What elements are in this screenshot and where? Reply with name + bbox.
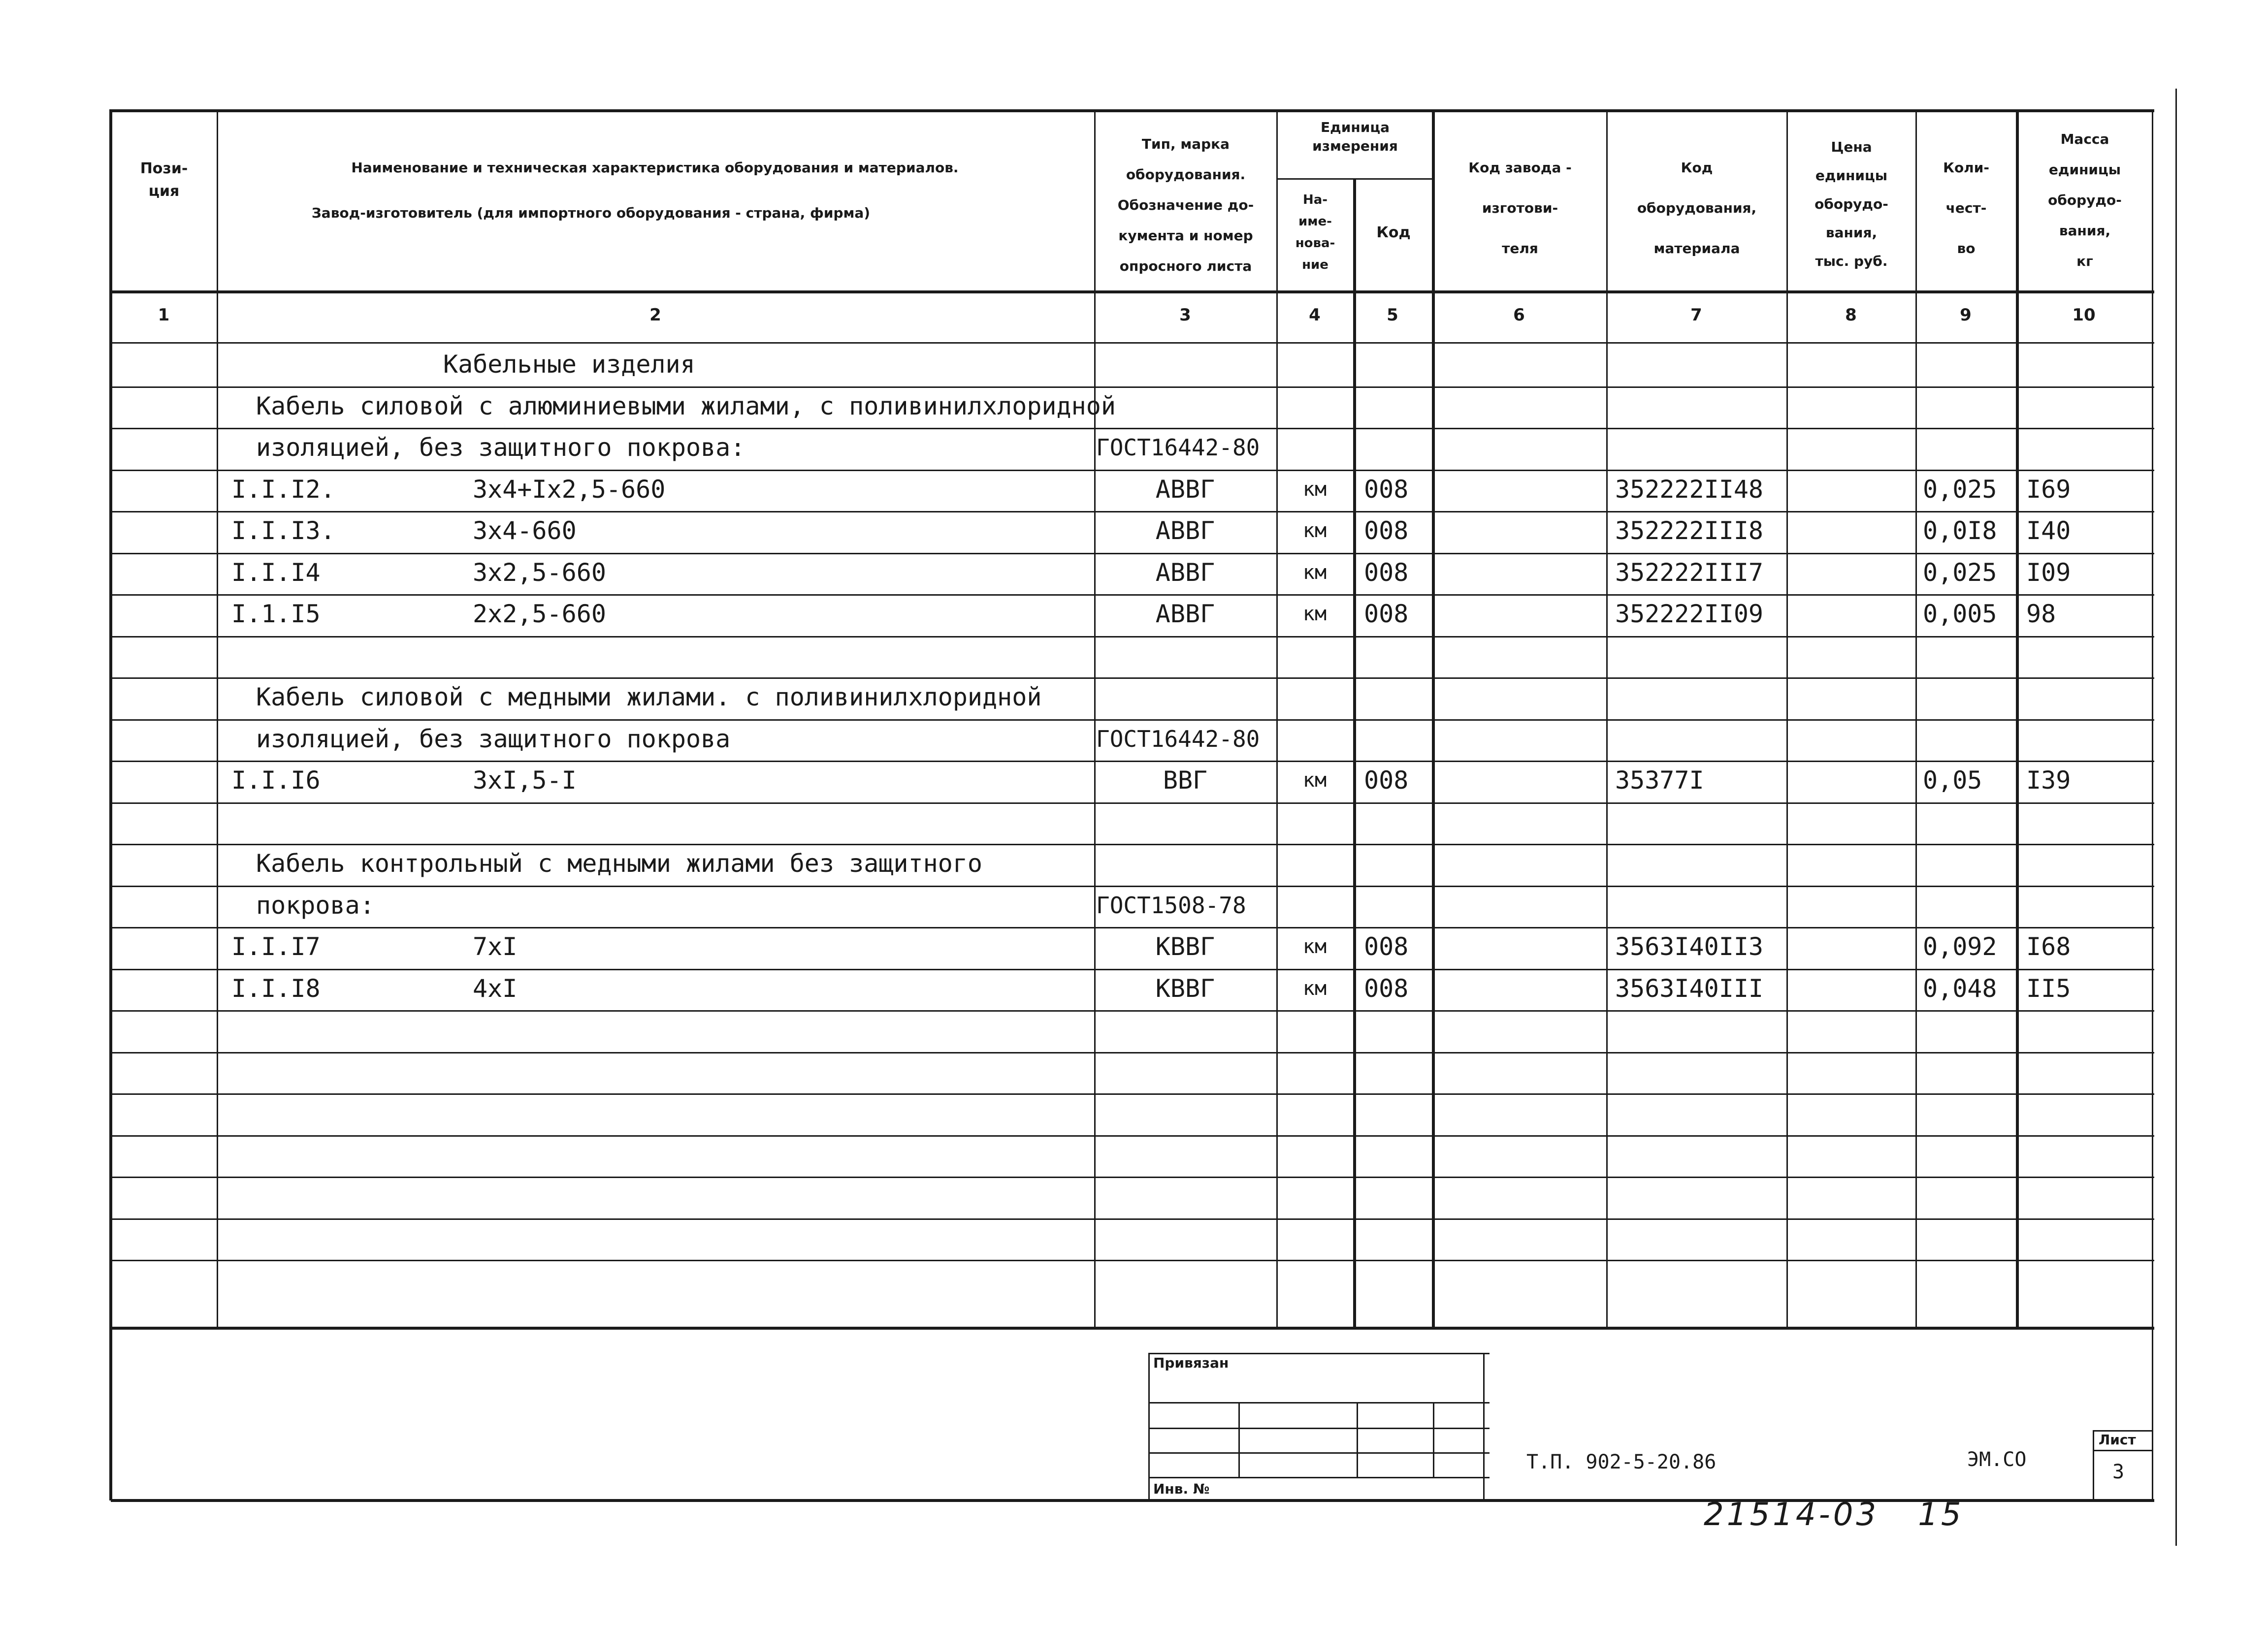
cell-name: изоляцией, без защитного покрова: xyxy=(256,433,745,462)
row-separator xyxy=(111,1260,2154,1261)
column-number: 10 xyxy=(2072,305,2096,325)
doc-code: Т.П. 902-5-20.86 xyxy=(1526,1451,1717,1473)
cell-unit-code: 008 xyxy=(1364,600,1409,628)
cell-unit: км xyxy=(1302,561,1327,584)
cell-name: Кабель силовой с алюминиевыми жилами, с поливинилхлоридной xyxy=(256,392,1116,420)
cell-name: Кабельные изделия xyxy=(443,350,695,379)
column-number: 6 xyxy=(1513,305,1525,325)
header-name-line1: Наименование и техническая характеристика оборудования и материалов. xyxy=(351,160,959,176)
cell-position: I.1.I5 xyxy=(231,600,321,628)
column-number: 3 xyxy=(1179,305,1191,325)
cell-mass: I68 xyxy=(2026,932,2071,961)
stamp-line-4 xyxy=(1150,1477,1490,1478)
cell-type: ГОСТ16442-80 xyxy=(1096,726,1260,752)
header-unit-name: На- име- нова- ние xyxy=(1295,192,1335,272)
cell-unit-code: 008 xyxy=(1364,974,1409,1003)
cell-unit-code: 008 xyxy=(1364,932,1409,961)
header-quantity: Коли- чест- во xyxy=(1943,160,1989,256)
col-line-4 xyxy=(1353,178,1356,1329)
cell-mass: I39 xyxy=(2026,766,2071,795)
cell-name: 3x4+Ix2,5-660 xyxy=(473,475,666,504)
row-separator xyxy=(111,1052,2154,1053)
cell-equip-code: 35377I xyxy=(1615,766,1704,795)
doc-mark: ЭМ.СО xyxy=(1967,1448,2027,1471)
column-number: 1 xyxy=(158,305,170,325)
row-separator xyxy=(111,719,2154,721)
cell-type: АВВГ xyxy=(1155,558,1215,587)
cell-name: Кабель силовой с медными жилами. с поливинилхлоридной xyxy=(256,683,1042,711)
cell-position: I.I.I3. xyxy=(231,516,335,545)
cell-equip-code: 3563I40II3 xyxy=(1615,932,1764,961)
cell-type: ГОСТ1508-78 xyxy=(1096,892,1246,919)
cell-quantity: 0,048 xyxy=(1923,974,1997,1003)
stamp-line-3 xyxy=(1150,1452,1490,1454)
cell-quantity: 0,092 xyxy=(1923,932,1997,961)
cell-name: 3x2,5-660 xyxy=(473,558,606,587)
stamp-div-1 xyxy=(1238,1402,1240,1478)
cell-unit: км xyxy=(1302,519,1327,542)
cell-position: I.I.I8 xyxy=(231,974,321,1003)
cell-unit-code: 008 xyxy=(1364,558,1409,587)
row-separator xyxy=(111,428,2154,429)
stamp-top xyxy=(1150,1353,1490,1354)
header-bottom xyxy=(111,290,2154,293)
row-separator xyxy=(111,1010,2154,1012)
header-name-line2: Завод-изготовитель (для импортного оборудования - страна, фирма) xyxy=(311,205,871,221)
row-separator xyxy=(111,927,2154,928)
column-number: 9 xyxy=(1960,305,1972,325)
header-unit-group: Единица измерения xyxy=(1312,119,1398,154)
sheet-box-left xyxy=(2093,1430,2094,1499)
row-separator xyxy=(111,677,2154,679)
sheet-number: 3 xyxy=(2112,1461,2125,1483)
cell-mass: I09 xyxy=(2026,558,2071,587)
colnum-bottom xyxy=(111,342,2154,344)
row-separator xyxy=(111,969,2154,970)
privyazan-label: Привязан xyxy=(1153,1355,1229,1371)
frame-right-outer xyxy=(2175,89,2177,1546)
cell-mass: II5 xyxy=(2026,974,2071,1003)
cell-equip-code: 3563I40III xyxy=(1615,974,1764,1003)
header-unit-code: Код xyxy=(1376,224,1411,241)
column-number: 5 xyxy=(1387,305,1398,325)
stamp-line-2 xyxy=(1150,1428,1490,1429)
cell-unit: км xyxy=(1302,769,1327,792)
cell-unit-code: 008 xyxy=(1364,475,1409,504)
row-separator xyxy=(111,1093,2154,1095)
header-type: Тип, марка оборудования. Обозначение до- кумента и номер опросного листа xyxy=(1117,136,1254,274)
header-price: Цена единицы оборудо- вания, тыс. руб. xyxy=(1814,139,1888,269)
sheet-box-mid xyxy=(2093,1450,2152,1451)
cell-quantity: 0,05 xyxy=(1923,766,1982,795)
cell-unit: км xyxy=(1302,603,1327,625)
header-position: Пози- ция xyxy=(140,160,188,200)
cell-unit-code: 008 xyxy=(1364,516,1409,545)
cell-name: 2x2,5-660 xyxy=(473,600,606,628)
cell-mass: I40 xyxy=(2026,516,2071,545)
row-separator xyxy=(111,886,2154,887)
column-number: 7 xyxy=(1690,305,1702,325)
row-separator xyxy=(111,470,2154,471)
cell-quantity: 0,025 xyxy=(1923,558,1997,587)
cell-name: покрова: xyxy=(256,891,375,920)
column-number: 4 xyxy=(1309,305,1321,325)
inv-no-label: Инв. № xyxy=(1153,1481,1210,1497)
cell-type: АВВГ xyxy=(1155,516,1215,545)
row-separator xyxy=(111,802,2154,804)
stamp-div-3 xyxy=(1433,1402,1434,1478)
cell-mass: 98 xyxy=(2026,600,2056,628)
row-separator xyxy=(111,1177,2154,1178)
cell-name: 3xI,5-I xyxy=(473,766,577,795)
cell-equip-code: 352222III7 xyxy=(1615,558,1764,587)
stamp-right xyxy=(1483,1353,1485,1500)
row-separator xyxy=(111,594,2154,596)
cell-position: I.I.I2. xyxy=(231,475,335,504)
cell-position: I.I.I7 xyxy=(231,932,321,961)
cell-name: 4xI xyxy=(473,974,518,1003)
cell-type: КВВГ xyxy=(1155,932,1215,961)
row-separator xyxy=(111,511,2154,512)
table-bottom xyxy=(111,1327,2154,1330)
cell-quantity: 0,0I8 xyxy=(1923,516,1997,545)
cell-equip-code: 352222II48 xyxy=(1615,475,1764,504)
cell-mass: I69 xyxy=(2026,475,2071,504)
cell-type: ВВГ xyxy=(1163,766,1208,795)
frame-right xyxy=(2152,109,2153,1500)
row-separator xyxy=(111,386,2154,388)
stamp-left xyxy=(1148,1353,1150,1500)
row-separator xyxy=(111,1135,2154,1137)
row-separator xyxy=(111,636,2154,638)
column-number: 8 xyxy=(1845,305,1857,325)
header-mass: Масса единицы оборудо- вания, кг xyxy=(2048,131,2122,269)
column-number: 2 xyxy=(649,305,661,325)
row-separator xyxy=(111,761,2154,762)
header-equip-code: Код оборудования, материала xyxy=(1637,160,1757,256)
cell-type: ГОСТ16442-80 xyxy=(1096,434,1260,461)
stamp-line-1 xyxy=(1150,1402,1490,1404)
frame-top xyxy=(111,109,2154,112)
cell-type: КВВГ xyxy=(1155,974,1215,1003)
header-factory-code: Код завода - изготови- теля xyxy=(1468,160,1572,256)
cell-name: 7xI xyxy=(473,932,518,961)
row-separator xyxy=(111,844,2154,845)
cell-type: АВВГ xyxy=(1155,475,1215,504)
cell-unit: км xyxy=(1302,977,1327,1000)
cell-name: Кабель контрольный с медными жилами без защитного xyxy=(256,849,983,878)
cell-name: 3x4-660 xyxy=(473,516,577,545)
cell-unit: км xyxy=(1302,935,1327,958)
cell-unit: км xyxy=(1302,478,1327,501)
cell-name: изоляцией, без защитного покрова xyxy=(256,725,731,753)
cell-position: I.I.I4 xyxy=(231,558,321,587)
cell-type: АВВГ xyxy=(1155,600,1215,628)
cell-unit-code: 008 xyxy=(1364,766,1409,795)
stamp-div-2 xyxy=(1357,1402,1358,1478)
row-separator xyxy=(111,1218,2154,1220)
cell-equip-code: 352222II09 xyxy=(1615,600,1764,628)
cell-position: I.I.I6 xyxy=(231,766,321,795)
handwritten-number: 21514-03 15 xyxy=(1704,1497,1964,1533)
row-separator xyxy=(111,553,2154,554)
cell-equip-code: 352222III8 xyxy=(1615,516,1764,545)
cell-quantity: 0,005 xyxy=(1923,600,1997,628)
cell-quantity: 0,025 xyxy=(1923,475,1997,504)
sheet-label: Лист xyxy=(2099,1432,2136,1448)
